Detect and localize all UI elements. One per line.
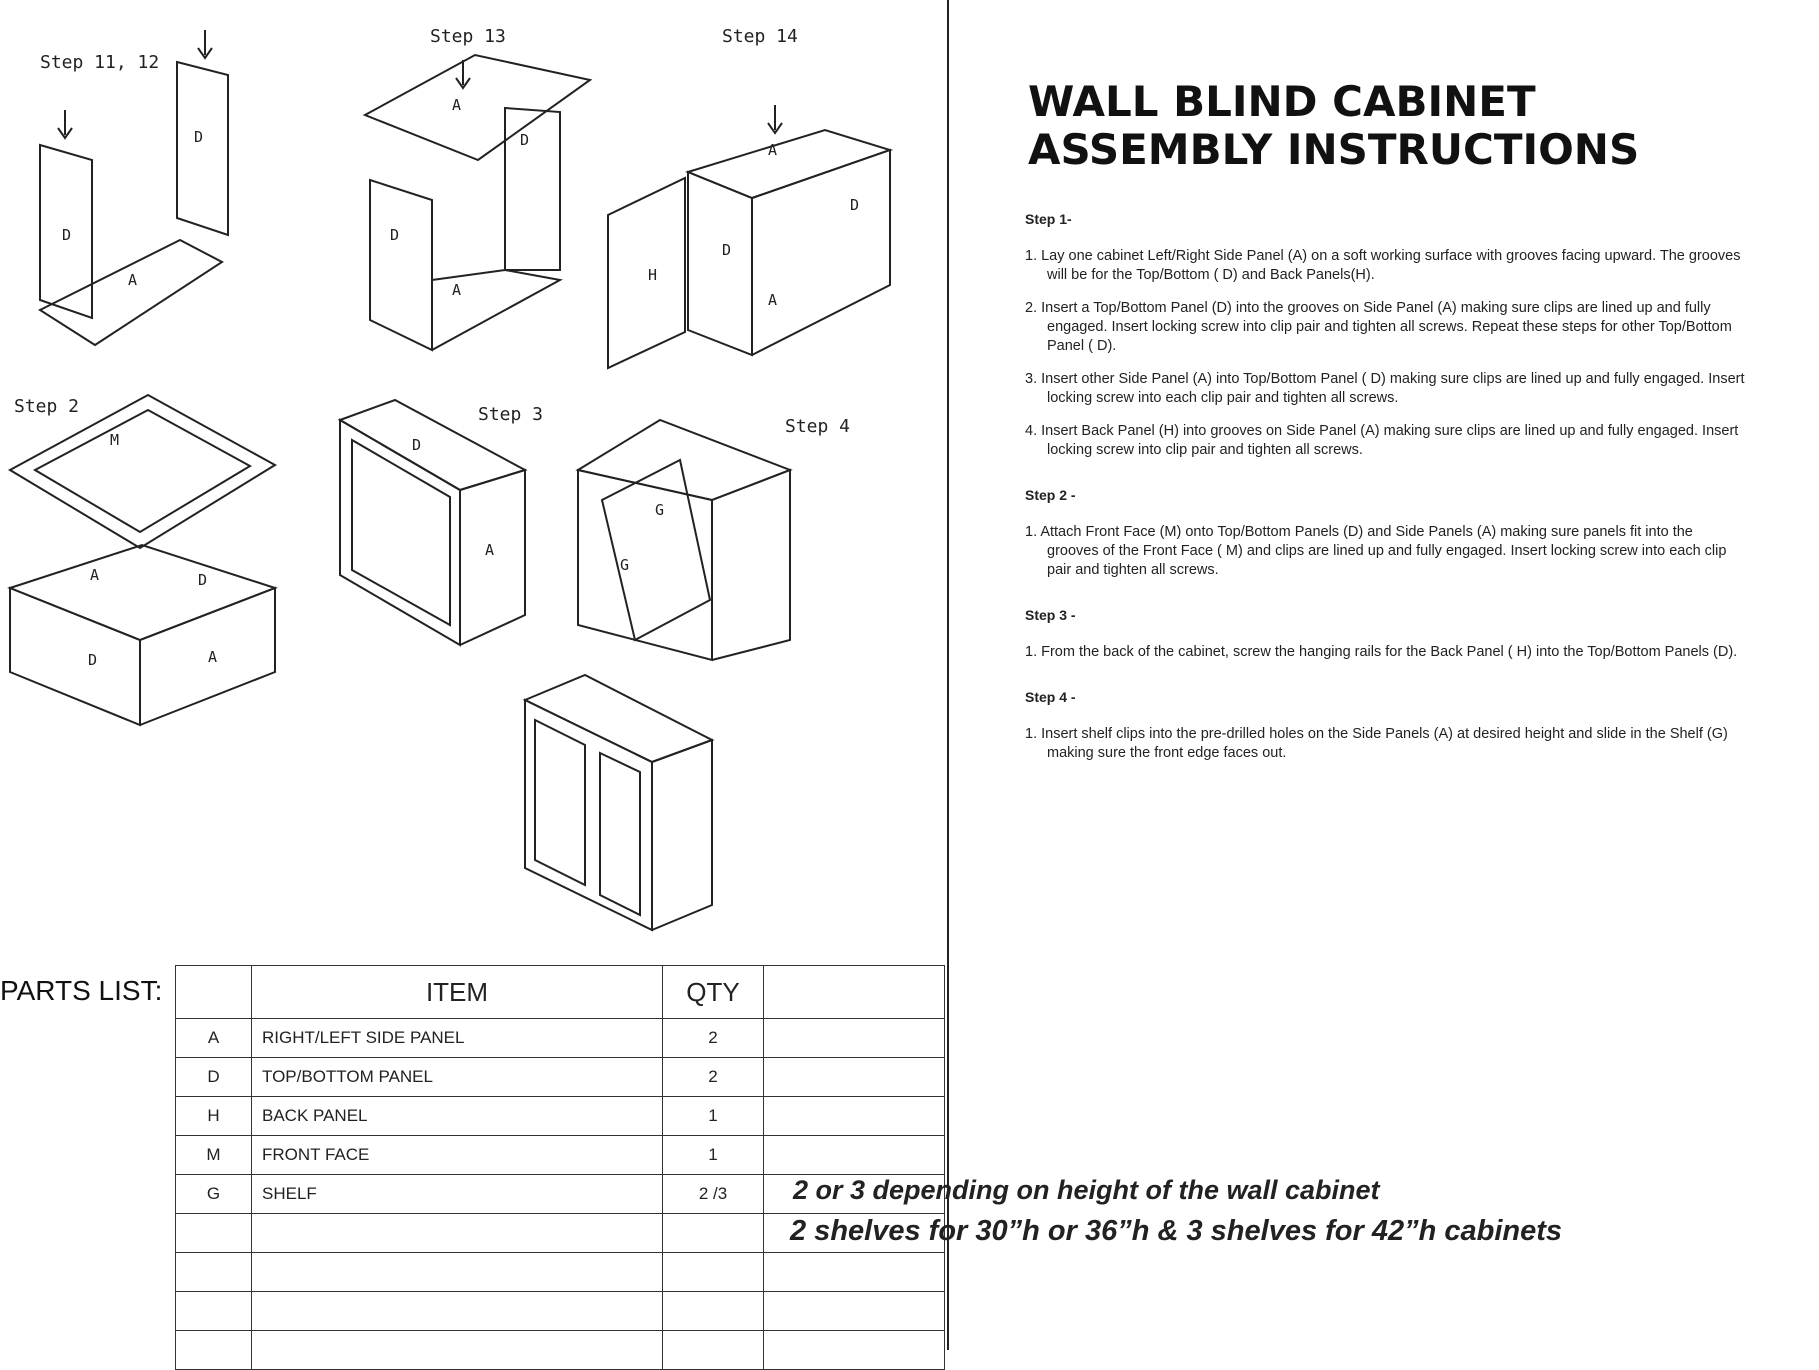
document-title — [1028, 78, 1748, 174]
assembly-diagrams — [0, 0, 945, 960]
part-item: SHELF — [252, 1175, 663, 1214]
panel-m-inner — [35, 410, 250, 532]
svg-text:H: H — [648, 266, 658, 284]
label-step-4: Step 4 — [785, 416, 851, 437]
header-qty: QTY — [663, 966, 764, 1019]
svg-text:D: D — [194, 128, 204, 146]
panel-top — [578, 420, 790, 500]
svg-text:A: A — [128, 271, 138, 289]
label-step-11-12: Step 11, 12 — [40, 52, 160, 73]
part-code: G — [176, 1175, 252, 1214]
step-item: 1. From the back of the cabinet, screw the hanging rails for the Back Panel ( H) into the Top/Bottom Panels (D). — [1025, 644, 1738, 660]
cabinet-front — [525, 700, 652, 930]
cabinet-side — [652, 740, 712, 930]
panel-d-front — [370, 180, 432, 350]
diagram-step-4 — [578, 416, 850, 660]
diagram-step-13 — [365, 26, 590, 350]
step-1-group — [1025, 210, 1745, 460]
svg-text:A: A — [768, 141, 778, 159]
step-2-group — [1025, 486, 1745, 580]
part-qty: 1 — [663, 1136, 764, 1175]
part-item: TOP/BOTTOM PANEL — [252, 1058, 663, 1097]
svg-text:D: D — [88, 651, 98, 669]
step-item: 2. Insert a Top/Bottom Panel (D) into the grooves on Side Panel (A) making sure clips are lined up and fully engaged. Insert locking screw into clip pair and tighten all screws. Repeat these steps for other Top/Bottom Panel ( D). — [1025, 300, 1732, 354]
label-step-3: Step 3 — [478, 404, 544, 425]
svg-text:D: D — [198, 571, 208, 589]
table-row — [176, 1019, 945, 1058]
panel-h — [608, 178, 685, 368]
arrow-down-icon — [58, 110, 72, 138]
svg-text:D: D — [62, 226, 72, 244]
arrow-down-icon — [768, 105, 782, 133]
diagram-svg — [0, 0, 945, 960]
part-qty: 2 /3 — [663, 1175, 764, 1214]
panel-m-front-face — [10, 395, 275, 548]
svg-text:D: D — [850, 196, 860, 214]
cabinet-door — [535, 720, 585, 885]
diagram-step-14 — [608, 26, 890, 368]
panel-a-bottom — [40, 240, 222, 345]
parts-list-label: PARTS LIST: — [0, 975, 163, 1006]
part-qty: 2 — [663, 1019, 764, 1058]
svg-text:D: D — [520, 131, 530, 149]
svg-text:A: A — [452, 281, 462, 299]
step-heading: Step 4 - — [1025, 689, 1076, 705]
panel-d-side — [688, 172, 752, 355]
svg-text:D: D — [412, 436, 422, 454]
header-item: ITEM — [252, 966, 663, 1019]
table-row — [176, 1136, 945, 1175]
step-item: 1. Attach Front Face (M) onto Top/Bottom Panels (D) and Side Panels (A) making sure panels fit into the grooves of the Front Face ( M) and clips are lined up and fully engaged. Insert locking screw into each clip pair and tighten all screws. — [1025, 524, 1727, 578]
shelf-note-line-1: 2 or 3 depending on height of the wall cabinet — [793, 1175, 1380, 1205]
svg-text:A: A — [768, 291, 778, 309]
panel-d-right — [177, 62, 228, 235]
part-item: FRONT FACE — [252, 1136, 663, 1175]
header-code — [176, 966, 252, 1019]
svg-text:G: G — [655, 501, 665, 519]
svg-text:A: A — [208, 648, 218, 666]
step-item: 1. Insert shelf clips into the pre-drilled holes on the Side Panels (A) at desired height and slide in the Shelf (G) making sure the front edge faces out. — [1025, 726, 1728, 761]
diagram-step-2 — [10, 395, 275, 725]
svg-text:M: M — [110, 431, 120, 449]
step-heading: Step 1- — [1025, 211, 1072, 227]
part-code: M — [176, 1136, 252, 1175]
instructions — [1025, 210, 1745, 789]
table-row-empty — [176, 1253, 945, 1292]
svg-text:A: A — [90, 566, 100, 584]
panel-front — [340, 420, 460, 645]
title-line-2: ASSEMBLY INSTRUCTIONS — [1028, 125, 1640, 174]
label-step-14: Step 14 — [722, 26, 798, 47]
step-3-group — [1025, 606, 1745, 662]
panel-a-top — [688, 130, 890, 198]
step-item: 4. Insert Back Panel (H) into grooves on Side Panel (A) making sure clips are lined up and fully engaged. Insert locking screw into clip pair and tighten all screws. — [1025, 423, 1739, 458]
panel-front-left — [578, 470, 712, 660]
diagram-finished-cabinet — [525, 675, 712, 930]
step-heading: Step 2 - — [1025, 487, 1076, 503]
part-code: D — [176, 1058, 252, 1097]
svg-text:A: A — [452, 96, 462, 114]
panel-top-open — [10, 545, 275, 640]
parts-header-row — [176, 966, 945, 1019]
parts-table — [175, 965, 945, 1370]
panel-d-back — [505, 108, 560, 270]
part-item: BACK PANEL — [252, 1097, 663, 1136]
divider-line — [947, 0, 949, 1350]
label-step-2: Step 2 — [14, 396, 80, 417]
diagram-step-3 — [340, 400, 543, 645]
table-row — [176, 1058, 945, 1097]
title-line-1: WALL BLIND CABINET — [1028, 77, 1536, 126]
svg-text:A: A — [485, 541, 495, 559]
part-qty: 1 — [663, 1097, 764, 1136]
panel-a-top — [365, 55, 590, 160]
step-heading: Step 3 - — [1025, 607, 1076, 623]
svg-text:D: D — [722, 241, 732, 259]
label-step-13: Step 13 — [430, 26, 506, 47]
panel-back-frame — [752, 150, 890, 355]
svg-text:G: G — [620, 556, 630, 574]
table-row-empty — [176, 1331, 945, 1370]
cabinet-top — [525, 675, 712, 762]
cabinet-drawers — [600, 753, 640, 915]
arrow-down-icon — [198, 30, 212, 58]
diagram-step-11-12 — [40, 30, 228, 345]
step-item: 1. Lay one cabinet Left/Right Side Panel (A) on a soft working surface with grooves facing upward. The grooves will be for the Top/Bottom ( D) and Back Panels(H). — [1025, 248, 1741, 283]
table-row — [176, 1097, 945, 1136]
shelf-note-line-2: 2 shelves for 30”h or 36”h & 3 shelves for 42”h cabinets — [790, 1215, 1563, 1247]
panel-inner-frame — [352, 440, 450, 625]
step-item: 3. Insert other Side Panel (A) into Top/Bottom Panel ( D) making sure clips are lined up and fully engaged. Insert locking screw into each clip pair and tighten all screws. — [1025, 371, 1745, 406]
panel-d-front — [10, 588, 140, 725]
step-4-group — [1025, 688, 1745, 763]
part-item: RIGHT/LEFT SIDE PANEL — [252, 1019, 663, 1058]
part-qty: 2 — [663, 1058, 764, 1097]
part-code: A — [176, 1019, 252, 1058]
svg-text:D: D — [390, 226, 400, 244]
header-extra — [764, 966, 945, 1019]
part-code: H — [176, 1097, 252, 1136]
table-row-empty — [176, 1292, 945, 1331]
panel-side — [712, 470, 790, 660]
